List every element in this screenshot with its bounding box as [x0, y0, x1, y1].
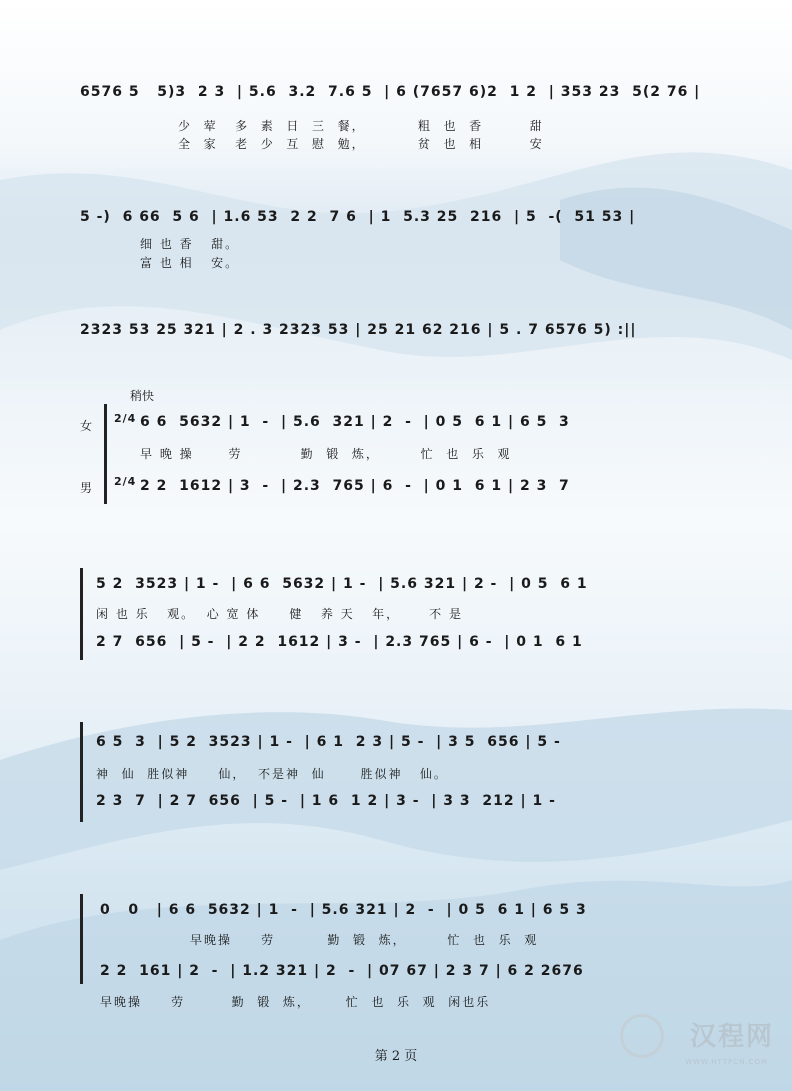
lyric-female-2: 闲 也 乐 观。 心 宽 体 健 养 天 年， 不 是: [96, 607, 463, 621]
lyric-line-1-verse-2: 全 家 老 少 互 慰 勉， 贫 也 相 安: [178, 137, 544, 151]
voice-label-male: 男: [80, 481, 93, 495]
notes-female-3: 6 5 3 | 5 2 3523 | 1 - | 6 1 2 3 | 5 - | 3 5 656 | 5 -: [96, 734, 561, 750]
lyric-line-2-verse-1: 细 也 香 甜。: [140, 237, 240, 251]
voice-label-female: 女: [80, 419, 93, 433]
page-number: 第 2 页: [374, 1049, 418, 1064]
lyric-male-4: 早晚操 劳 勤 锻 炼， 忙 也 乐 观 闲也乐: [100, 995, 491, 1009]
lyric-line-2-verse-2: 富 也 相 安。: [140, 256, 240, 270]
time-signature-female: 2/4: [114, 412, 137, 425]
lyric-female-4: 早晚操 劳 勤 锻 炼， 忙 也 乐 观: [190, 933, 539, 947]
lyric-line-1-verse-1: 少 荤 多 素 日 三 餐， 粗 也 香 甜: [178, 119, 544, 133]
notes-male-1: 2 2 1612 | 3 - | 2.3 765 | 6 - | 0 1 6 1 | 2 3 7: [140, 478, 570, 494]
notes-line-1: 6576 5 5)3 2 3 | 5.6 3.2 7.6 5 | 6 (7657 6)2 1 2 | 353 23 5(2 76 |: [80, 84, 701, 100]
lyric-female-3: 神 仙 胜似神 仙， 不是神 仙 胜似神 仙。: [96, 767, 448, 781]
notes-male-2: 2 7 656 | 5 - | 2 2 1612 | 3 - | 2.3 765 | 6 - | 0 1 6 1: [96, 634, 583, 650]
system-bracket-3: [80, 722, 83, 822]
notes-line-3: 2323 53 25 321 | 2 . 3 2323 53 | 25 21 62 216 | 5 . 7 6576 5) :||: [80, 322, 637, 338]
system-bracket-4: [80, 894, 83, 984]
time-signature-male: 2/4: [114, 475, 137, 488]
notes-female-4: 0 0 | 6 6 5632 | 1 - | 5.6 321 | 2 - | 0 5 6 1 | 6 5 3: [100, 902, 587, 918]
notes-male-3: 2 3 7 | 2 7 656 | 5 - | 1 6 1 2 | 3 - | 3 3 212 | 1 -: [96, 793, 556, 809]
notes-female-2: 5 2 3523 | 1 - | 6 6 5632 | 1 - | 5.6 321 | 2 - | 0 5 6 1: [96, 576, 588, 592]
notes-female-1: 6 6 5632 | 1 - | 5.6 321 | 2 - | 0 5 6 1 | 6 5 3: [140, 414, 570, 430]
watermark-logo-icon: [620, 1014, 664, 1058]
system-bracket-2: [80, 568, 83, 660]
notes-line-2: 5 -) 6 66 5 6 | 1.6 53 2 2 7 6 | 1 5.3 25 216 | 5 -( 51 53 |: [80, 209, 636, 225]
system-bracket-1: [104, 404, 107, 504]
notes-male-4: 2 2 161 | 2 - | 1.2 321 | 2 - | 07 67 | 2 3 7 | 6 2 2676: [100, 963, 584, 979]
lyric-female-1: 早 晚 操 劳 勤 锻 炼， 忙 也 乐 观: [140, 447, 512, 461]
tempo-marking: 稍快: [130, 389, 155, 403]
watermark-url: WWW.HTTPCN.COM: [685, 1058, 768, 1066]
watermark-text: 汉程网: [689, 1022, 774, 1052]
